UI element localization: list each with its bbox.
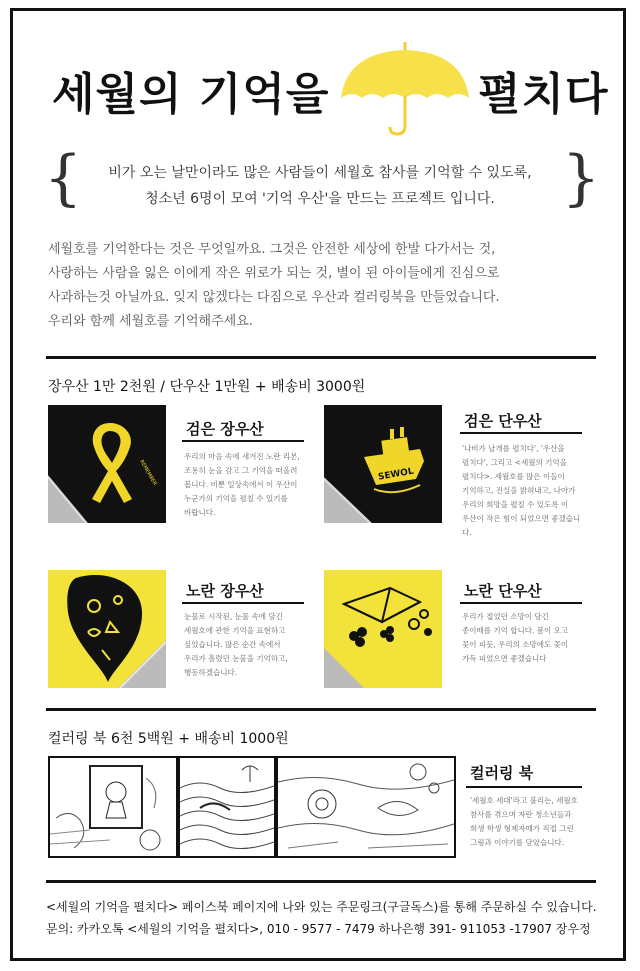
divider — [46, 356, 596, 359]
coloring-price: 컬러링 북 6천 5백원 + 배송비 1000원 — [48, 731, 289, 747]
desc-line: 꽃이 피듯, 우리의 소망에도 꽃이 — [462, 640, 569, 649]
desc-line: 바랍니다. — [184, 508, 216, 517]
desc-line: 세월호에 관한 기억을 표현하고 — [184, 626, 286, 635]
black-short-umbrella-image — [324, 405, 442, 523]
divider — [46, 880, 596, 883]
intro-line: 사랑하는 사람을 잃은 이에게 작은 위로가 되는 것, 별이 된 아이들에게 진심으로 — [48, 266, 500, 281]
product-desc — [184, 450, 309, 520]
product-name: 노란 단우산 — [464, 582, 542, 600]
black-long-umbrella-image — [48, 405, 166, 523]
product-name: 검은 장우산 — [186, 420, 264, 438]
intro-line: 우리와 함께 세월호를 기억해주세요. — [48, 314, 253, 329]
desc-line: 기억하고, 진실을 밝혀내고, 나아가 — [462, 486, 576, 495]
product-divider — [460, 432, 582, 434]
umbrella-price: 장우산 1만 2천원 / 단우산 1만원 + 배송비 3000원 — [48, 379, 366, 395]
desc-line: 우리가 흘렸던 눈물을 기억하고, — [184, 654, 288, 663]
quote-line-1: 비가 오는 날만이라도 많은 사람들이 세월호 참사를 기억할 수 있도록, — [108, 165, 532, 181]
product-divider — [182, 440, 304, 442]
intro-line: 세월호를 기억한다는 것은 무엇일까요. 그것은 안전한 세상에 한발 다가서는 것, — [48, 242, 496, 257]
desc-line: 봅니다. 비뿐 일상속에서 이 우산이 — [184, 480, 298, 489]
desc-line: 싶었습니다. 많은 순간 속에서 — [184, 640, 281, 649]
desc-line: 우산이 작은 힘이 되었으면 좋겠습니다. — [462, 514, 581, 537]
product-divider — [466, 786, 582, 788]
desc-line: 희생 학생 형제자매가 직접 그린 — [470, 824, 574, 833]
coloring-image-1 — [48, 756, 178, 858]
quote-line-2: 청소년 6명이 모여 '기억 우산'을 만드는 프로젝트 입니다. — [145, 191, 495, 207]
desc-line: 종이배를 기억 합니다. 봄이 오고 — [462, 626, 569, 635]
ribbon-text: REMEMBER — [138, 459, 158, 487]
intro-line: 사과하는것 아닐까요. 잊지 않겠다는 다짐으로 우산과 컬러링북을 만들었습니다. — [48, 290, 500, 305]
desc-line: 누군가의 기억을 펼칠 수 있기를 — [184, 494, 288, 503]
desc-line: 조용히 눈을 감고 그 기억을 떠올려 — [184, 466, 298, 475]
footer-order-info: <세월의 기억을 펼치다> 페이스북 페이지에 나와 있는 주문링크(구글독스)를 통해 주문하실 수 있습니다. — [46, 900, 597, 914]
coloring-desc — [470, 794, 595, 850]
product-divider — [460, 602, 582, 604]
title-left: 세월의 기억을 — [52, 69, 330, 120]
desc-line: 우리의 마음 속에 새겨진 노란 리본, — [184, 452, 300, 461]
desc-line: 펼치다', 그리고 <세월의 기억을 — [462, 458, 567, 467]
desc-line: 행동하겠습니다. — [184, 668, 238, 677]
desc-line: 가득 피었으면 좋겠습니다 — [462, 654, 547, 663]
desc-line: '세월호 세대'라고 불리는, 세월호 — [470, 796, 578, 805]
divider — [46, 708, 596, 711]
coloring-image-3 — [276, 756, 456, 858]
yellow-long-umbrella-image — [48, 570, 166, 688]
ship-text: SEWOL — [377, 466, 415, 483]
desc-line: 우리의 희망을 펼칠 수 있도록 이 — [462, 500, 569, 509]
desc-line: 참사를 겪으며 자란 청소년들과 — [470, 810, 572, 819]
intro-paragraph — [48, 238, 598, 334]
desc-line: 눈물로 시작된, 눈물 속에 담긴 — [184, 612, 283, 621]
yellow-umbrella-icon — [335, 40, 475, 136]
title-right: 펼치다 — [478, 69, 609, 120]
product-name: 노란 장우산 — [186, 582, 264, 600]
left-brace: { — [44, 143, 83, 213]
right-brace: } — [562, 143, 601, 213]
product-name: 검은 단우산 — [464, 412, 542, 430]
desc-line: 우리가 접었던 소망이 담긴 — [462, 612, 549, 621]
footer-contact-info: 문의: 카카오톡 <세월의 기억을 펼치다>, 010 - 9577 - 7479 하나은행 391- 911053 -17907 장우정 — [46, 922, 591, 936]
product-desc — [462, 610, 587, 666]
desc-line: 펼치다>. 세월호를 많은 이들이 — [462, 472, 565, 481]
desc-line: 그림과 이야기를 담았습니다. — [470, 838, 565, 847]
product-desc — [462, 442, 587, 540]
coloring-image-2 — [178, 756, 276, 858]
product-desc — [184, 610, 309, 680]
product-divider — [182, 602, 304, 604]
desc-line: '나비가 날개를 펼치다', '우산을 — [462, 444, 565, 453]
coloring-name: 컬러링 북 — [470, 764, 534, 782]
yellow-short-umbrella-image — [324, 570, 442, 688]
